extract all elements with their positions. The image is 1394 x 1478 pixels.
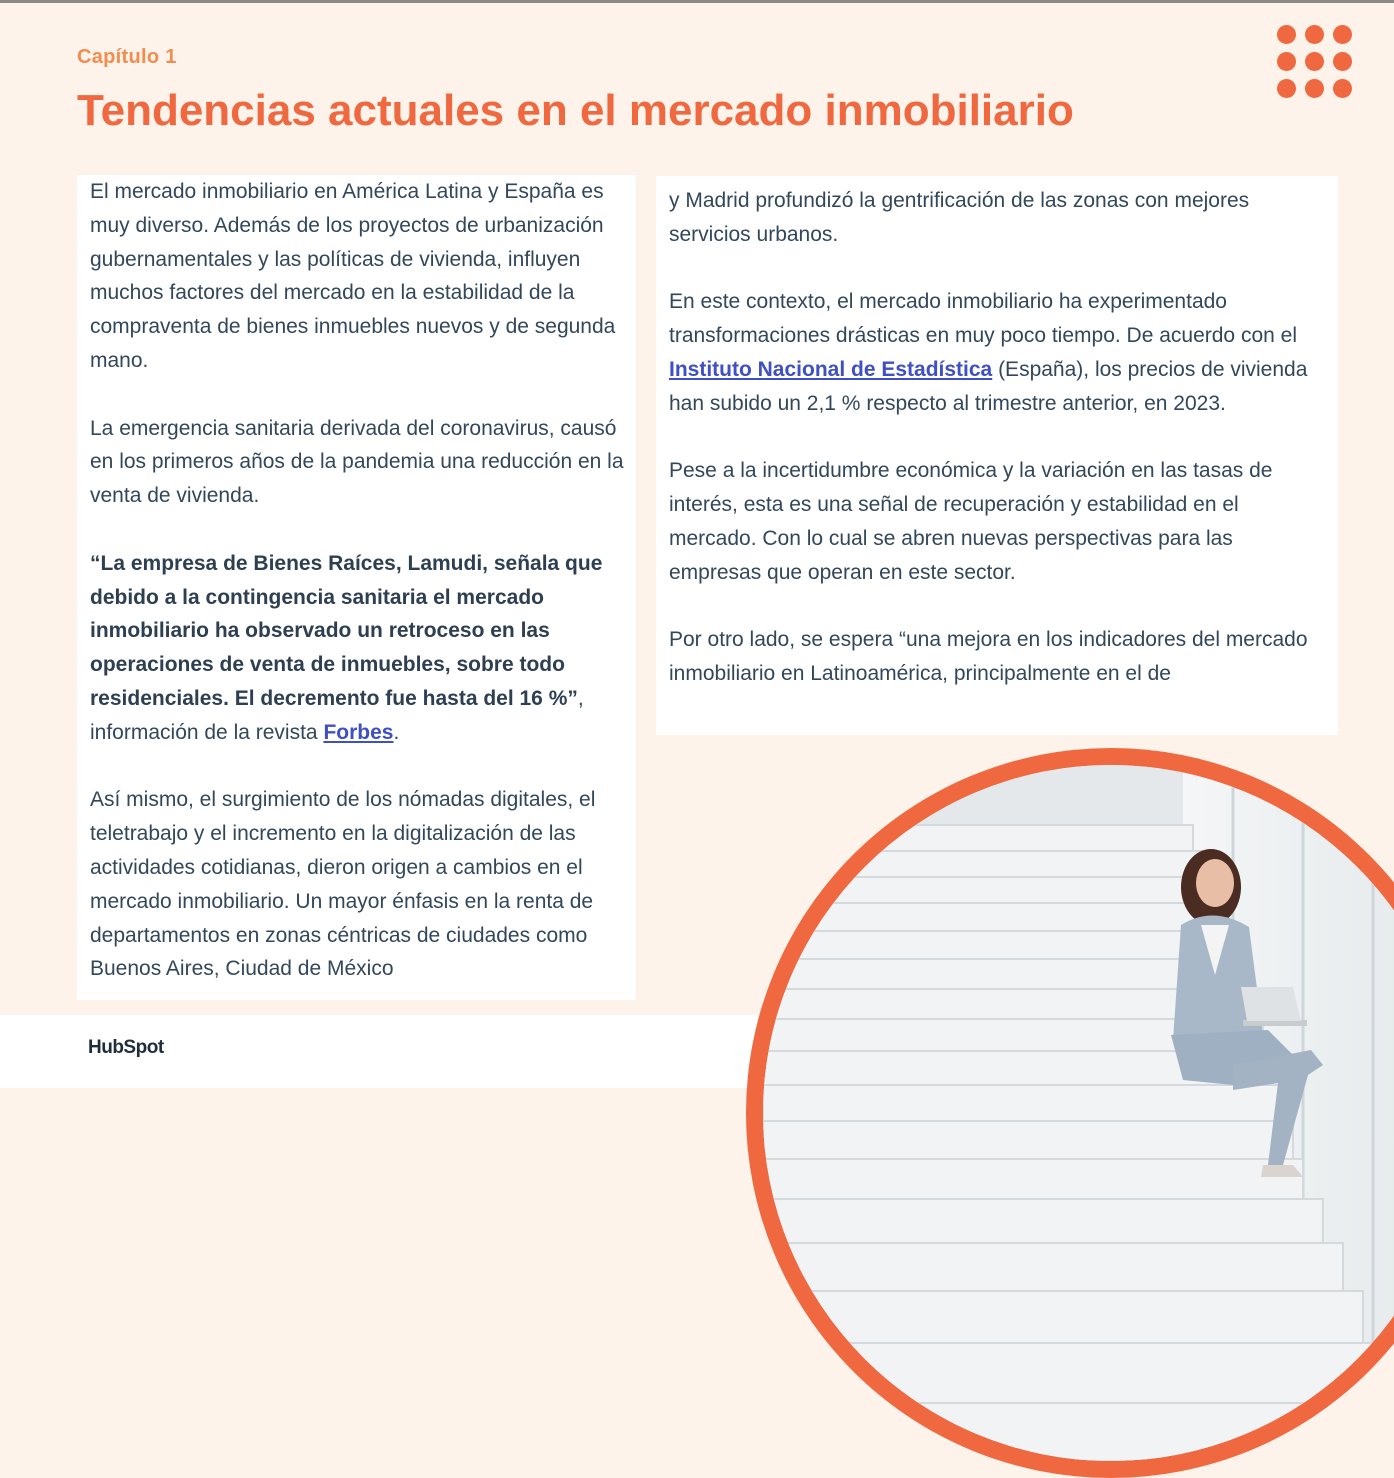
stairs-illustration xyxy=(763,765,1394,1461)
quote-bold-text: “La empresa de Bienes Raíces, Lamudi, señala que debido a la contingencia sanitaria el mercado inmobiliario ha observado un retroceso en las operaciones de venta de inmuebles, sobre todo residenciales. El decremento fue hasta del 16 %” xyxy=(90,551,603,710)
hubspot-logo: HubSpot xyxy=(88,1037,164,1058)
woman-on-stairs-photo xyxy=(763,765,1394,1461)
quote-paragraph xyxy=(90,547,624,750)
chapter-label: Capítulo 1 xyxy=(77,46,177,68)
right-text-column xyxy=(656,176,1338,735)
text-after-link: (España), los precios de vivienda han subido un 2,1 % respecto al trimestre anterior, en 2023. xyxy=(669,357,1308,415)
page-title: Tendencias actuales en el mercado inmobiliario xyxy=(77,86,1074,135)
ine-link[interactable]: Instituto Nacional de Estadística xyxy=(669,357,993,381)
top-divider xyxy=(0,0,1394,3)
forbes-link[interactable]: Forbes xyxy=(323,720,394,744)
left-text-column xyxy=(77,175,636,1000)
paragraph: El mercado inmobiliario en América Latina y España es muy diverso. Además de los proyectos de urbanización gubernamentales y las políticas de vivienda, influyen muchos factores del mercado en la estabilidad de la compraventa de bienes inmuebles nuevos y de segunda mano. xyxy=(90,180,616,372)
paragraph: La emergencia sanitaria derivada del coronavirus, causó en los primeros años de la pandemia una reducción en la venta de vivienda. xyxy=(90,416,624,508)
photo-frame xyxy=(746,748,1394,1478)
paragraph: Así mismo, el surgimiento de los nómadas digitales, el teletrabajo y el incremento en la digitalización de las actividades cotidianas, dieron origen a cambios en el mercado inmobiliario. Un mayor énfasis en la renta de departamentos en zonas céntricas de ciudades como Buenos Aires, Ciudad de México xyxy=(90,788,596,981)
text-before-link: En este contexto, el mercado inmobiliario ha experimentado transformaciones drásticas en muy poco tiempo. De acuerdo con el xyxy=(669,290,1297,348)
quote-tail: , información de la revista xyxy=(90,686,584,744)
ine-paragraph xyxy=(669,285,1324,420)
paragraph: y Madrid profundizó la gentrificación de las zonas con mejores servicios urbanos. xyxy=(669,189,1250,246)
paragraph: Pese a la incertidumbre económica y la variación en las tasas de interés, esta es una señal de recuperación y estabilidad en el mercado. Con lo cual se abren nuevas perspectivas para las empresas que operan en este sector. xyxy=(669,459,1273,584)
paragraph: Por otro lado, se espera “una mejora en los indicadores del mercado inmobiliario en Latinoamérica, principalmente en el de xyxy=(669,628,1308,686)
decorative-dots-icon xyxy=(1277,25,1353,99)
quote-end: . xyxy=(393,720,400,744)
